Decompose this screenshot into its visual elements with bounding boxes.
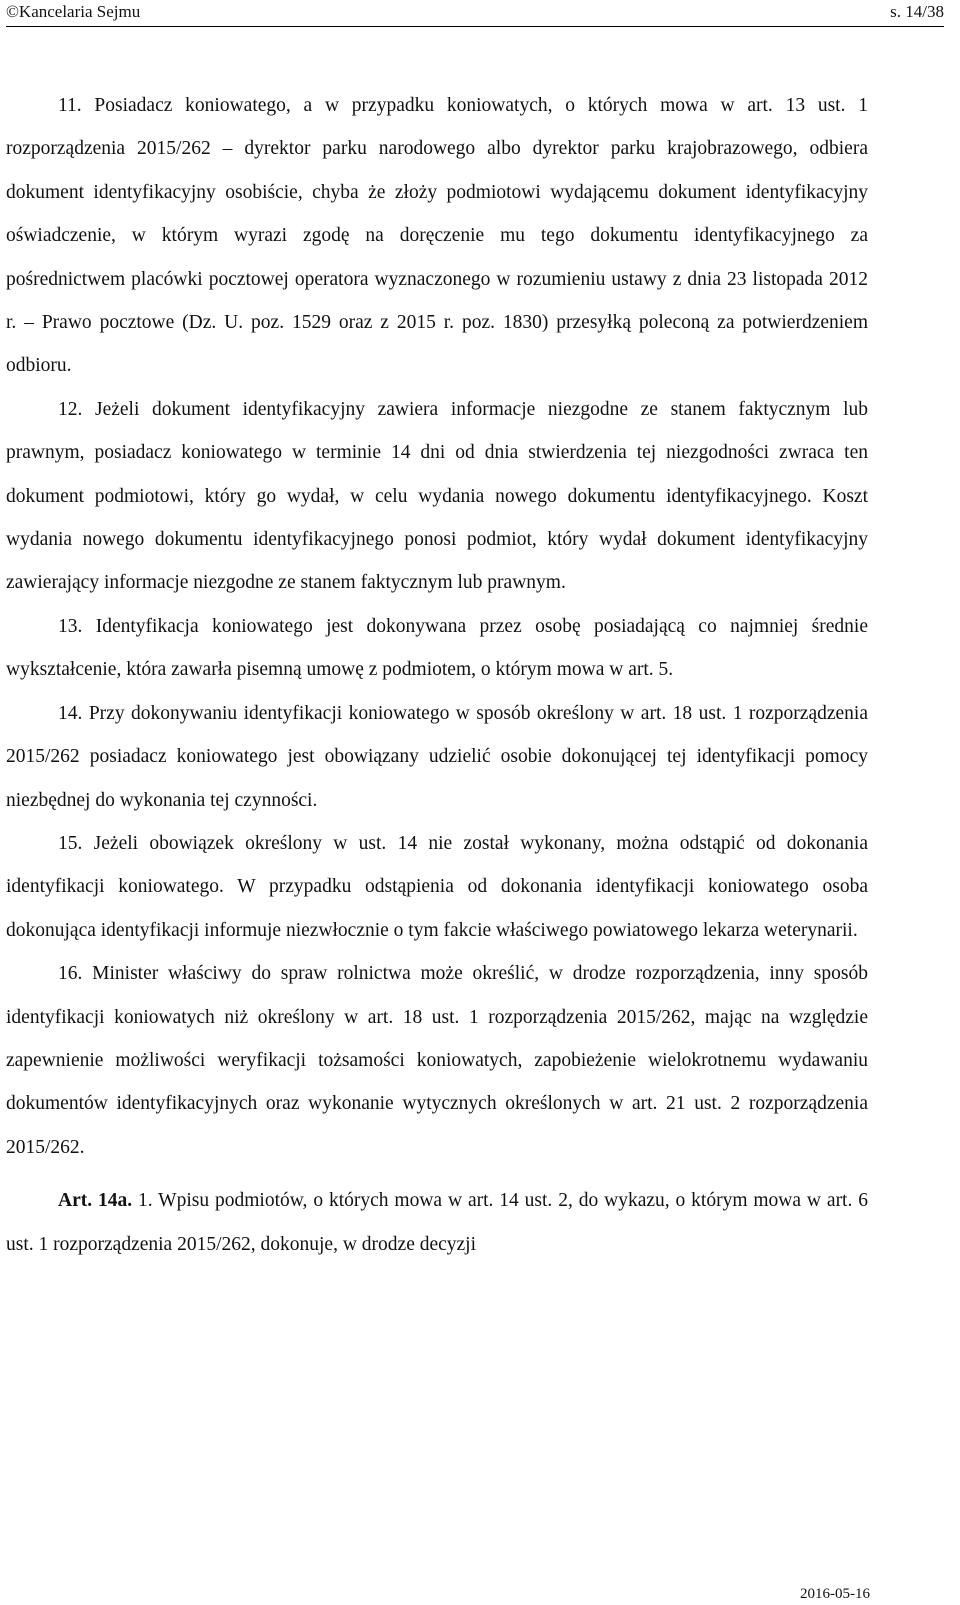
article-label: Art. 14a. (58, 1190, 133, 1212)
document-body (6, 84, 868, 1266)
paragraph-11: 11. Posiadacz koniowatego, a w przypadku koniowatych, o których mowa w art. 13 ust. 1 rozporządzenia 2015/262 – dyrektor parku narodowego albo dyrektor parku krajobrazowego, odbiera dokument identyfikacyjny osobiście, chyba że złoży podmiotowi wydającemu dokument identyfikacyjny oświadczenie, w którym wyrazi zgodę na doręczenie mu tego dokumentu identyfikacyjnego za pośrednictwem placówki pocztowej operatora wyznaczonego w rozumieniu ustawy z dnia 23 listopada 2012 r. – Prawo pocztowe (Dz. U. poz. 1529 oraz z 2015 r. poz. 1830) przesyłką poleconą za potwierdzeniem odbioru. (6, 95, 868, 377)
paragraph-13: 13. Identyfikacja koniowatego jest dokonywana przez osobę posiadającą co najmniej średnie wykształcenie, która zawarła pisemną umowę z podmiotem, o którym mowa w art. 5. (6, 615, 868, 681)
page-number: s. 14/38 (890, 2, 944, 21)
article-14a (6, 1179, 868, 1266)
page-header (6, 2, 944, 28)
article-text: 1. Wpisu podmiotów, o których mowa w art. 14 ust. 2, do wykazu, o którym mowa w art. 6 ust. 1 rozporządzenia 2015/262, dokonuje, w drodze decyzji (6, 1190, 868, 1255)
paragraph-14: 14. Przy dokonywaniu identyfikacji koniowatego w sposób określony w art. 18 ust. 1 rozporządzenia 2015/262 posiadacz koniowatego jest obowiązany udzielić osobie dokonującej tej identyfikacji pomocy niezbędnej do wykonania tej czynności. (6, 702, 868, 811)
paragraph-15: 15. Jeżeli obowiązek określony w ust. 14 nie został wykonany, można odstąpić od dokonania identyfikacji koniowatego. W przypadku odstąpienia od dokonania identyfikacji koniowatego osoba dokonująca identyfikacji informuje niezwłocznie o tym fakcie właściwego powiatowego lekarza weterynarii. (6, 832, 868, 941)
footer-date: 2016-05-16 (800, 1586, 870, 1602)
paragraph-16: 16. Minister właściwy do spraw rolnictwa może określić, w drodze rozporządzenia, inny sposób identyfikacji koniowatych niż określony w art. 18 ust. 1 rozporządzenia 2015/262, mając na względzie zapewnienie możliwości weryfikacji tożsamości koniowatych, zapobieżenie wielokrotnemu wydawaniu dokumentów identyfikacyjnych oraz wykonanie wytycznych określonych w art. 21 ust. 2 rozporządzenia 2015/262. (6, 963, 868, 1158)
paragraph-12: 12. Jeżeli dokument identyfikacyjny zawiera informacje niezgodne ze stanem faktycznym lub prawnym, posiadacz koniowatego w terminie 14 dni od dnia stwierdzenia tej niezgodności zwraca ten dokument podmiotowi, który go wydał, w celu wydania nowego dokumentu identyfikacyjnego. Koszt wydania nowego dokumentu identyfikacyjnego ponosi podmiot, który wydał dokument identyfikacyjny zawierający informacje niezgodne ze stanem faktycznym lub prawnym. (6, 398, 868, 594)
copyright-label: ©Kancelaria Sejmu (6, 2, 141, 21)
header-divider (6, 26, 944, 27)
